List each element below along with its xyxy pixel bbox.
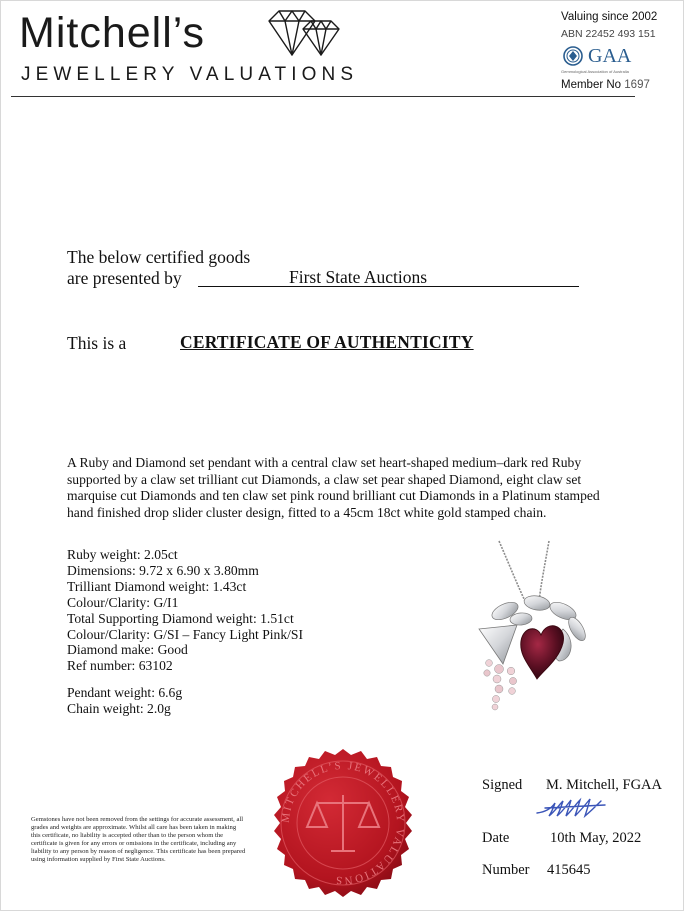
item-description: A Ruby and Diamond set pendant with a central claw set heart-shaped medium–dark red Ruby supported by a claw set trilliant cut Diamonds, a claw set pear shaped Diamond, eight claw set marquise cut Diamonds and ten claw set pink round brilliant cut Diamonds in a Platinum stamped hand finished drop slider cluster design, fitted to a 45cm 18ct white gold stamped chain. bbox=[67, 455, 600, 520]
intro-line-1: The below certified goods bbox=[67, 247, 251, 267]
spec-supporting-weight: Total Supporting Diamond weight: 1.51ct bbox=[67, 610, 294, 626]
gaa-emblem-icon bbox=[563, 46, 583, 66]
member-number bbox=[561, 79, 650, 91]
intro-line-2: are presented by bbox=[67, 268, 182, 288]
disclaimer-text: Gemstones have not been removed from the settings for accurate assessment, all grades and weights are approximate. Whilst all care has been taken in making this certificate, no liability is accepted other than to the person whom the certificate is given for any errors or omissions in the certificate, including any liability to any person by reason of negligence. This certificate has been prepared using information supplied by First State Auctions. bbox=[31, 816, 246, 864]
signed-label: Signed bbox=[482, 777, 523, 793]
brand-name: Mitchell’s bbox=[19, 9, 206, 57]
brand-subtitle: JEWELLERY VALUATIONS bbox=[21, 64, 359, 85]
handwritten-signature bbox=[535, 795, 615, 821]
presenter-name: First State Auctions bbox=[288, 267, 428, 287]
date-value: 10th May, 2022 bbox=[550, 830, 642, 846]
gaa-label: GAA bbox=[588, 45, 632, 67]
header-divider bbox=[11, 96, 635, 97]
number-label: Number bbox=[482, 862, 530, 878]
spec-supporting-colour-clarity: Colour/Clarity: G/SI – Fancy Light Pink/SI bbox=[67, 626, 304, 642]
gaa-fine-print: Gemmological Association of Australia bbox=[561, 69, 629, 74]
spec-dimensions: Dimensions: 9.72 x 6.90 x 3.80mm bbox=[67, 562, 259, 578]
presenter-underline bbox=[198, 286, 579, 287]
wax-seal-icon bbox=[267, 747, 419, 899]
spec-diamond-make: Diamond make: Good bbox=[67, 642, 188, 658]
spec-ref-number: Ref number: 63102 bbox=[67, 658, 173, 674]
spec-ruby-weight: Ruby weight: 2.05ct bbox=[67, 547, 178, 562]
certificate-title: CERTIFICATE OF AUTHENTICITY bbox=[180, 332, 474, 352]
seal-text: MITCHELL’S JEWELLERY VALUATIONS bbox=[279, 759, 407, 887]
date-label: Date bbox=[482, 830, 510, 846]
chain-weight: Chain weight: 2.0g bbox=[67, 700, 171, 716]
valuing-since: Valuing since 2002 bbox=[561, 11, 658, 23]
pendant-photo bbox=[459, 539, 609, 714]
weight-list bbox=[67, 685, 182, 717]
diamond-logo-icon bbox=[263, 7, 341, 59]
certificate-number: 415645 bbox=[547, 862, 591, 878]
member-number-value: 1697 bbox=[624, 79, 650, 91]
abn-number: ABN 22452 493 151 bbox=[561, 28, 656, 40]
certificate-prefix: This is a bbox=[67, 333, 127, 353]
spec-list bbox=[67, 547, 303, 674]
spec-trilliant-weight: Trilliant Diamond weight: 1.43ct bbox=[67, 578, 247, 594]
signer-name: M. Mitchell, FGAA bbox=[546, 777, 662, 793]
member-label: Member No bbox=[561, 79, 622, 91]
pendant-weight: Pendant weight: 6.6g bbox=[67, 685, 183, 700]
spec-colour-clarity: Colour/Clarity: G/I1 bbox=[67, 594, 179, 610]
